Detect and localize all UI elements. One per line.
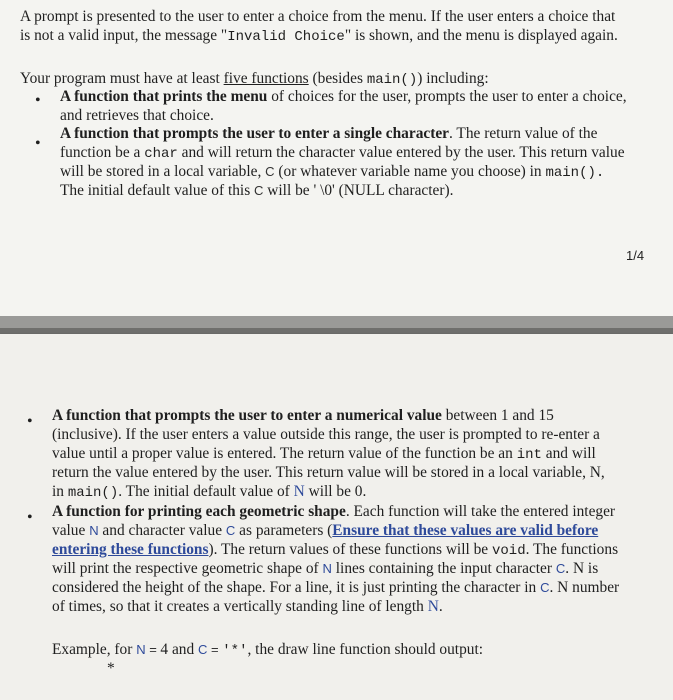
bullet-3-line-3: value until a proper value is entered. The return value of the function be an int and will xyxy=(52,445,596,463)
bullet-2-line-1: A function that prompts the user to enter a single character. The return value of the xyxy=(60,125,598,142)
bullet-1-line-2: and retrieves that choice. xyxy=(60,107,214,124)
bullet-2-line-3: will be stored in a local variable, C (or whatever variable name you choose) in main(). xyxy=(60,163,605,181)
example-line: Example, for N = 4 and C = '*', the draw line function should output: xyxy=(52,641,484,659)
bullet-2-line-2: function be a char and will return the character value entered by the user. This return value xyxy=(60,144,625,162)
bullet-2-line-4: The initial default value of this C will be ' \0' (NULL character). xyxy=(60,182,454,199)
bullet-3-line-4: return the value entered by the user. This return value will be stored in a local variable, N, xyxy=(52,464,605,481)
requirements-line: Your program must have at least five functions (besides main()) including: xyxy=(20,70,489,88)
bullet-3-line-1: A function that prompts the user to enter a numerical value between 1 and 15 xyxy=(52,407,554,424)
intro-line-2: is not a valid input, the message "Invalid Choice" is shown, and the menu is displayed again. xyxy=(20,27,618,45)
bullet-1-line-1: A function that prints the menu of choices for the user, prompts the user to enter a choice, xyxy=(60,88,627,105)
example-output: * xyxy=(107,660,115,677)
bullet-4-line-5: considered the height of the shape. For a line, it is just printing the character in C. N number xyxy=(52,579,620,596)
bullet-marker: • xyxy=(27,509,33,526)
bullet-4-line-3: entering these functions). The return values of these functions will be void. The functions xyxy=(52,541,619,559)
page-separator xyxy=(0,316,673,334)
document-page-1 xyxy=(0,0,673,316)
document-page-2 xyxy=(0,334,673,700)
bullet-marker: • xyxy=(27,413,33,430)
bullet-marker: • xyxy=(35,92,41,109)
bullet-4-line-1: A function for printing each geometric shape. Each function will take the entered integer xyxy=(52,503,616,520)
bullet-4-line-2: value N and character value C as parameters (Ensure that these values are valid before xyxy=(52,522,599,539)
bullet-3-line-2: (inclusive). If the user enters a value outside this range, the user is prompted to re-enter a xyxy=(52,426,600,443)
bullet-3-line-5: in main(). The initial default value of N will be 0. xyxy=(52,483,367,501)
page-number: 1/4 xyxy=(626,248,645,263)
bullet-4-line-6: of times, so that it creates a vertically standing line of length N. xyxy=(52,598,443,615)
intro-line-1: A prompt is presented to the user to enter a choice from the menu. If the user enters a choice that xyxy=(20,8,616,25)
bullet-4-line-4: will print the respective geometric shape of N lines containing the input character C. N is xyxy=(52,560,599,577)
bullet-marker: • xyxy=(35,135,41,152)
